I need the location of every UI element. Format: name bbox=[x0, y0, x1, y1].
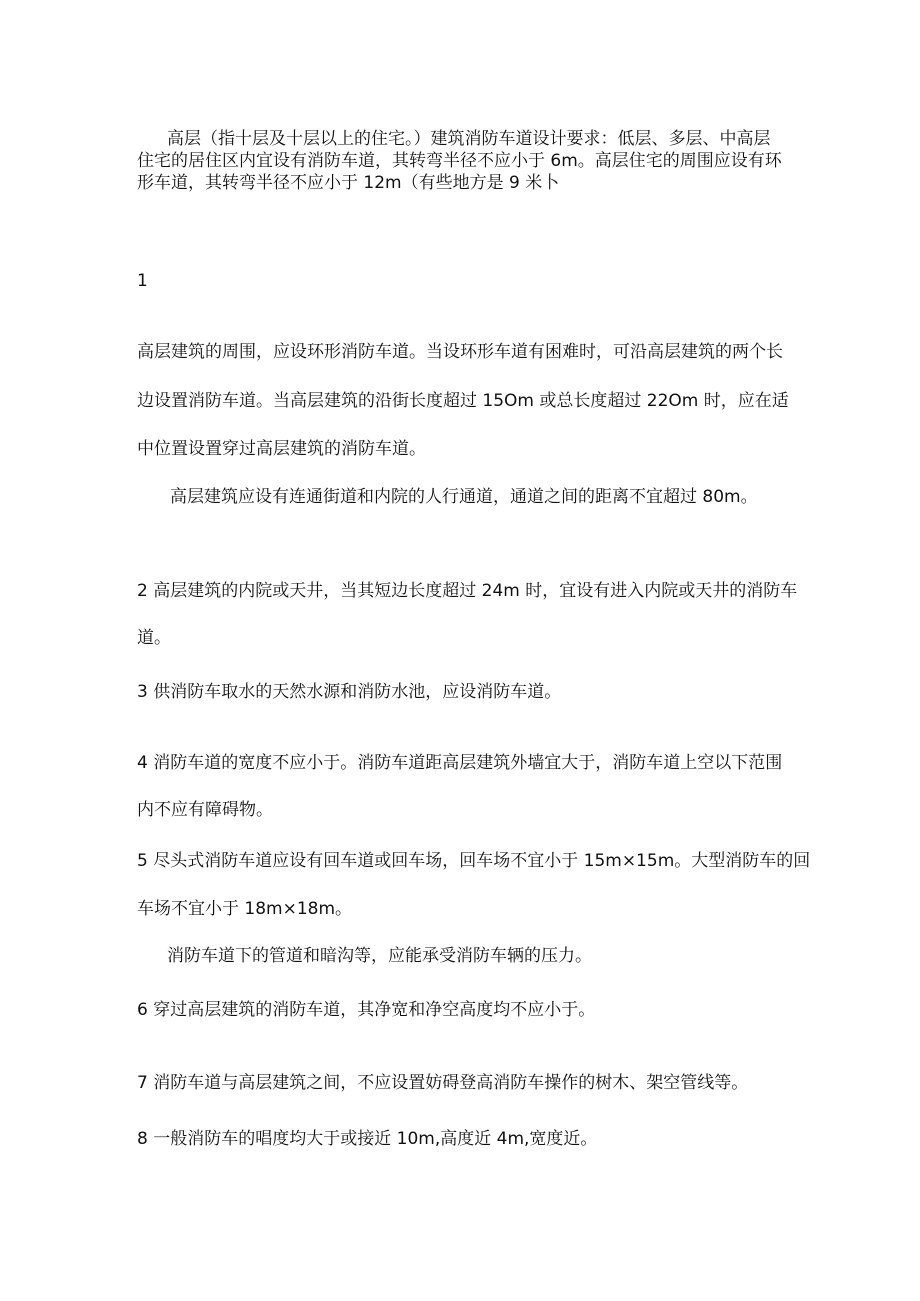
item-5-line-2: 车场不宜小于 18m×18m。 bbox=[137, 899, 353, 919]
intro-line-2: 住宅的居住区内宜设有消防车道，其转弯半径不应小于 6m。高层住宅的周围应设有环 bbox=[137, 151, 782, 171]
item-3: 3 供消防车取水的天然水源和消防水池，应设消防车道。 bbox=[137, 682, 562, 702]
intro-line-1: 高层（指十层及十层以上的住宅。）建筑消防车道设计要求：低层、多层、中高层 bbox=[167, 129, 771, 149]
item-7: 7 消防车道与高层建筑之间，不应设置妨碍登高消防车操作的树木、架空管线等。 bbox=[137, 1073, 749, 1093]
para-1-line-2: 边设置消防车道。当高层建筑的沿街长度超过 15Om 或总长度超过 22Om 时，应在适 bbox=[137, 391, 789, 411]
item-8: 8 一般消防车的唱度均大于或接近 10m,高度近 4m,宽度近。 bbox=[137, 1129, 598, 1149]
item-4-line-1: 4 消防车道的宽度不应小于。消防车道距高层建筑外墙宜大于，消防车道上空以下范围 bbox=[137, 753, 783, 773]
item-6: 6 穿过高层建筑的消防车道，其净宽和净空高度均不应小于。 bbox=[137, 1000, 596, 1020]
para-3: 消防车道下的管道和暗沟等，应能承受消防车辆的压力。 bbox=[167, 946, 592, 966]
item-2-line-1: 2 高层建筑的内院或天井，当其短边长度超过 24m 时，宜设有进入内院或天井的消防车 bbox=[137, 581, 798, 601]
item-2-line-2: 道。 bbox=[137, 628, 171, 648]
item-5-line-1: 5 尽头式消防车道应设有回车道或回车场，回车场不宜小于 15m×15m。大型消防车的回 bbox=[137, 851, 811, 871]
para-2: 高层建筑应设有连通街道和内院的人行通道，通道之间的距离不宜超过 80m。 bbox=[170, 487, 758, 507]
para-1-line-3: 中位置设置穿过高层建筑的消防车道。 bbox=[137, 439, 426, 459]
intro-line-3: 形车道，其转弯半径不应小于 12m（有些地方是 9 米卜 bbox=[137, 173, 560, 193]
para-1-line-1: 高层建筑的周围，应设环形消防车道。当设环形车道有困难时，可沿高层建筑的两个长 bbox=[137, 342, 783, 362]
item-4-line-2: 内不应有障碍物。 bbox=[137, 800, 273, 820]
section-1-number: 1 bbox=[137, 271, 148, 291]
